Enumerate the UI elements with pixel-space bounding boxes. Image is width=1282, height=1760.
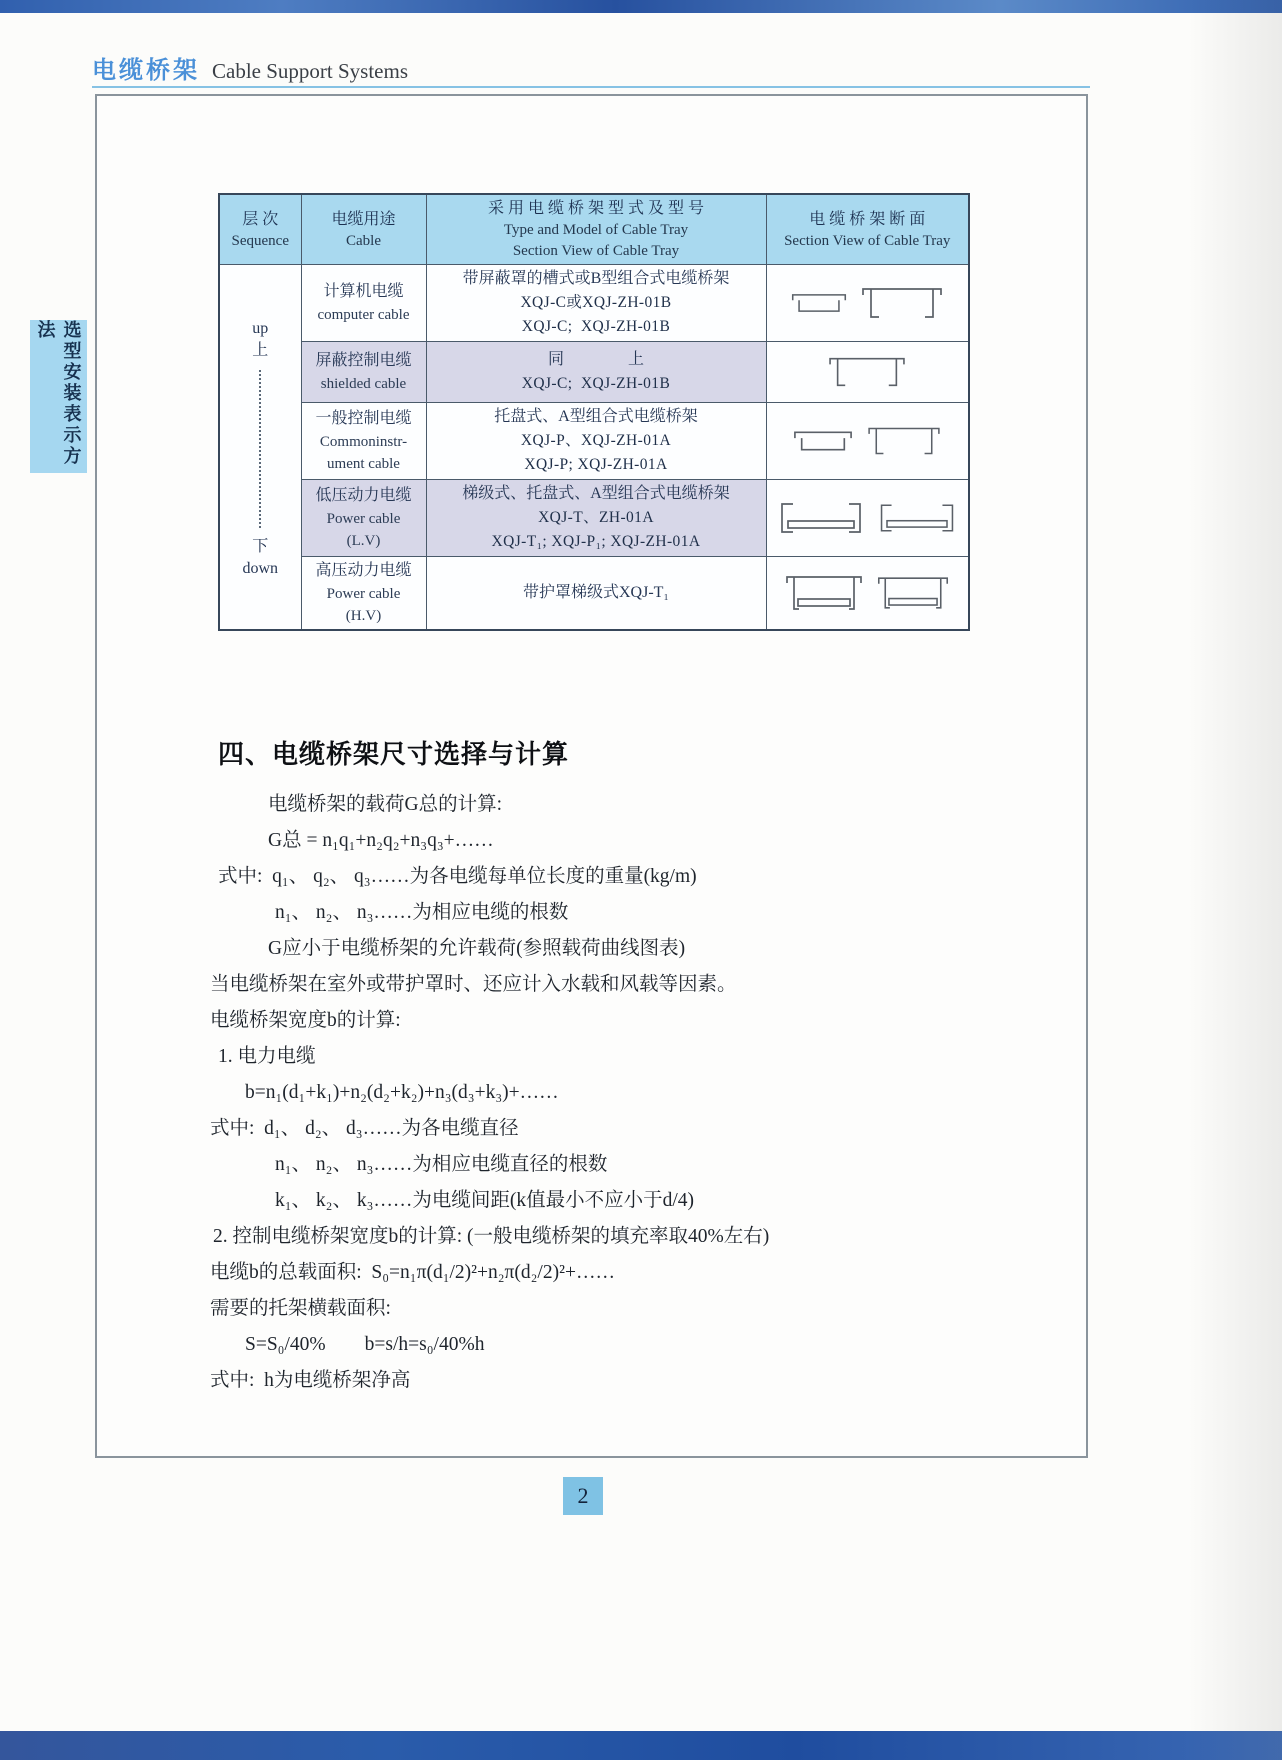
top-decor-bar: [0, 0, 1282, 13]
tray-with-cover-section-icon: [860, 284, 944, 322]
calc-line: 1. 电力电缆: [218, 1046, 316, 1067]
col-header-cable-en: Cable: [346, 232, 381, 249]
sequence-cell: [219, 265, 301, 631]
calc-line: S=S₀/40% b=s/h=s₀/40%h: [245, 1334, 485, 1355]
sizing-calculation-section: [210, 734, 1040, 1399]
calc-line: n₁、 n₂、 n₃……为相应电缆直径的根数: [275, 1154, 608, 1175]
trough-with-cover-section-icon: [792, 428, 854, 454]
calc-line: 电缆桥架的载荷G总的计算:: [268, 794, 503, 815]
header-rule: [92, 86, 1090, 88]
cable-name-en2: (L.V): [346, 533, 381, 549]
header-title-en: Cable Support Systems: [212, 59, 409, 83]
calc-line: n₁、 n₂、 n₃……为相应电缆的根数: [275, 902, 569, 923]
cable-name-en: Commoninstr-: [319, 434, 408, 450]
calc-line: k₁、 k₂、 k₃……为电缆间距(k值最小不应小于d/4): [275, 1190, 695, 1211]
tray-with-cover-section-icon: [825, 354, 909, 390]
table-row: [219, 265, 969, 342]
trough-with-cover-section-icon: [790, 291, 848, 315]
cable-cell: [301, 480, 426, 557]
table-row: [219, 557, 969, 631]
tray-model-1: XQJ-C; XQJ-ZH-01B: [521, 375, 671, 392]
cable-name-zh: 屏蔽控制电缆: [315, 352, 412, 369]
type-model-cell: [426, 480, 766, 557]
tray-with-cover-section-icon: [866, 424, 942, 458]
tray-model-2: XQJ-T₁; XQJ-P₁; XQJ-ZH-01A: [491, 533, 701, 550]
col-header-cable: [301, 194, 426, 265]
table-row: [219, 480, 969, 557]
calc-line: G应小于电缆桥架的允许载荷(参照载荷曲线图表): [268, 938, 686, 959]
section-view-cell: [766, 265, 969, 342]
col-header-section-view: [766, 194, 969, 265]
col-header-sequence: [219, 194, 301, 265]
type-model-cell: [426, 557, 766, 631]
calc-line: G总 = n₁q₁+n₂q₂+n₃q₃+……: [268, 830, 494, 851]
tray-model-1: XQJ-T、ZH-01A: [538, 509, 654, 526]
col-header-sequence-en: Sequence: [231, 232, 289, 249]
col-header-type-model: [426, 194, 766, 265]
ladder-channel-section-icon: [877, 501, 957, 535]
cable-name-zh: 一般控制电缆: [315, 410, 412, 427]
col-header-type-model-en2: Section View of Cable Tray: [512, 243, 680, 259]
cable-name-zh: 高压动力电缆: [315, 562, 412, 579]
cable-name-zh: 计算机电缆: [323, 283, 404, 300]
tray-type-zh: 带护罩梯级式XQJ-T₁: [522, 584, 670, 601]
type-model-cell: [426, 342, 766, 403]
sequence-dotted-line: [259, 370, 261, 528]
cable-name-en: computer cable: [317, 307, 410, 323]
tray-model-1: XQJ-C或XQJ-ZH-01B: [520, 294, 672, 311]
bottom-decor-bar: [0, 1731, 1282, 1760]
col-header-type-model-en1: Type and Model of Cable Tray: [503, 222, 689, 238]
covered-ladder-section-icon: [784, 573, 864, 613]
covered-ladder-section-icon: [876, 574, 950, 612]
sequence-down-zh: 下: [252, 538, 269, 555]
calc-line: 当电缆桥架在室外或带护罩时、还应计入水载和风载等因素。: [210, 974, 737, 995]
tray-type-zh: 同 上: [547, 351, 644, 368]
type-model-cell: [426, 403, 766, 480]
cable-cell: [301, 265, 426, 342]
col-header-sequence-zh: 层 次: [242, 210, 279, 228]
cable-name-en2: (H.V): [345, 608, 382, 624]
cable-name-en: Power cable: [326, 511, 401, 527]
tray-model-1: XQJ-P、XQJ-ZH-01A: [520, 432, 672, 449]
tray-type-zh: 托盘式、A型组合式电缆桥架: [494, 408, 698, 425]
type-model-cell: [426, 265, 766, 342]
cable-cell: [301, 557, 426, 631]
section-view-cell: [766, 480, 969, 557]
scan-edge-shade: [1187, 0, 1282, 1760]
ladder-channel-section-icon: [777, 501, 865, 535]
section-view-cell: [766, 557, 969, 631]
section-view-cell: [766, 403, 969, 480]
cable-name-en: Power cable: [326, 586, 401, 602]
tray-model-2: XQJ-P; XQJ-ZH-01A: [524, 456, 668, 473]
calc-line: 式中: d₁、 d₂、 d₃……为各电缆直径: [210, 1118, 519, 1139]
cable-tray-selection-table: [218, 193, 970, 631]
table-row: [219, 342, 969, 403]
col-header-cable-zh: 电缆用途: [331, 210, 396, 228]
tray-model-2: XQJ-C; XQJ-ZH-01B: [521, 318, 671, 335]
section-view-cell: [766, 342, 969, 403]
cable-name-en2: ument cable: [327, 456, 400, 472]
calc-line: 需要的托架横载面积:: [210, 1298, 391, 1319]
col-header-section-view-en: Section View of Cable Tray: [784, 232, 951, 249]
header-title-zh: 电缆桥架: [92, 58, 200, 84]
calc-line: 式中: q₁、 q₂、 q₃……为各电缆每单位长度的重量(kg/m): [218, 866, 697, 887]
calc-line: 电缆b的总载面积: S₀=n₁π(d₁/2)²+n₂π(d₂/2)²+……: [210, 1262, 615, 1283]
cable-cell: [301, 342, 426, 403]
table-row: [219, 403, 969, 480]
calc-line: 2. 控制电缆桥架宽度b的计算: (一般电缆桥架的填充率取40%左右): [213, 1226, 770, 1247]
col-header-type-model-zh: 采 用 电 缆 桥 架 型 式 及 型 号: [487, 200, 704, 217]
calc-line: 式中: h为电缆桥架净高: [210, 1370, 411, 1391]
col-header-section-view-zh: 电 缆 桥 架 断 面: [809, 210, 926, 228]
sequence-up-en: up: [252, 320, 269, 337]
tray-type-zh: 梯级式、托盘式、A型组合式电缆桥架: [462, 485, 730, 502]
section-title: 四、电缆桥架尺寸选择与计算: [218, 739, 570, 769]
sequence-up-zh: 上: [252, 342, 269, 359]
calc-line: b=n₁(d₁+k₁)+n₂(d₂+k₂)+n₃(d₃+k₃)+……: [245, 1082, 559, 1103]
cable-name-en: shielded cable: [320, 376, 407, 392]
calc-line: 电缆桥架宽度b的计算:: [210, 1010, 401, 1031]
cable-cell: [301, 403, 426, 480]
table-header-row: [219, 194, 969, 265]
page-header: [92, 50, 408, 85]
tray-type-zh: 带屏蔽罩的槽式或B型组合式电缆桥架: [462, 270, 730, 287]
sidebar-tab-selection-method: 选型安装表示方法: [30, 320, 87, 473]
cable-name-zh: 低压动力电缆: [315, 487, 412, 504]
sequence-down-en: down: [242, 560, 279, 577]
page-number-badge: 2: [563, 1477, 603, 1515]
